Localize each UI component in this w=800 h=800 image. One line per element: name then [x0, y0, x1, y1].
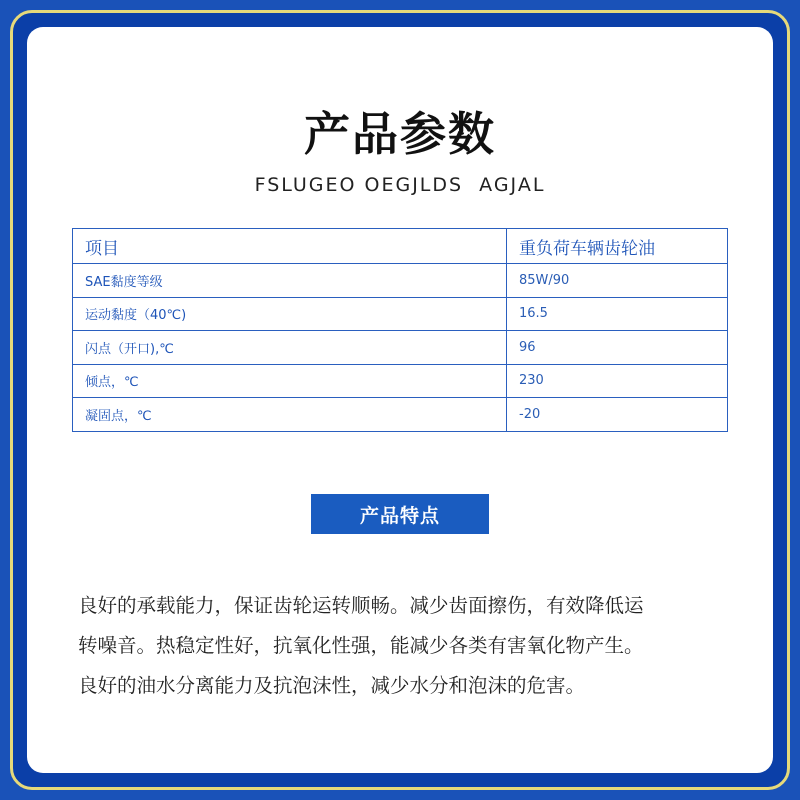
table-row	[73, 398, 728, 432]
table-row	[73, 297, 728, 331]
features-line: 良好的承载能力，保证齿轮运转顺畅。减少齿面擦伤，有效降低运	[78, 594, 644, 617]
table-header-product: 重负荷车辆齿轮油	[507, 229, 728, 264]
spec-table	[72, 228, 728, 432]
table-cell-value: 230	[507, 364, 728, 398]
features-description	[78, 586, 738, 706]
table-header-row	[73, 229, 728, 264]
table-cell-value: 96	[507, 331, 728, 365]
page-title: 产品参数	[304, 107, 496, 161]
features-line: 良好的油水分离能力及抗泡沫性，减少水分和泡沫的危害。	[78, 674, 586, 697]
table-cell-label: SAE黏度等级	[73, 264, 507, 298]
features-heading-badge: 产品特点	[311, 494, 489, 534]
table-cell-label: 运动黏度（40℃)	[73, 297, 507, 331]
table-row	[73, 264, 728, 298]
table-cell-label: 闪点（开口),℃	[73, 331, 507, 365]
page-subtitle: FSLUGEO OEGJLDS AGJAL	[254, 174, 546, 196]
table-cell-label: 凝固点，℃	[73, 398, 507, 432]
table-cell-value: -20	[507, 398, 728, 432]
table-cell-value: 16.5	[507, 297, 728, 331]
table-row	[73, 331, 728, 365]
table-cell-value: 85W/90	[507, 264, 728, 298]
features-line: 转噪音。热稳定性好，抗氧化性强，能减少各类有害氧化物产生。	[78, 634, 644, 657]
table-cell-label: 倾点，℃	[73, 364, 507, 398]
table-header-item: 项目	[73, 229, 507, 264]
table-row	[73, 364, 728, 398]
